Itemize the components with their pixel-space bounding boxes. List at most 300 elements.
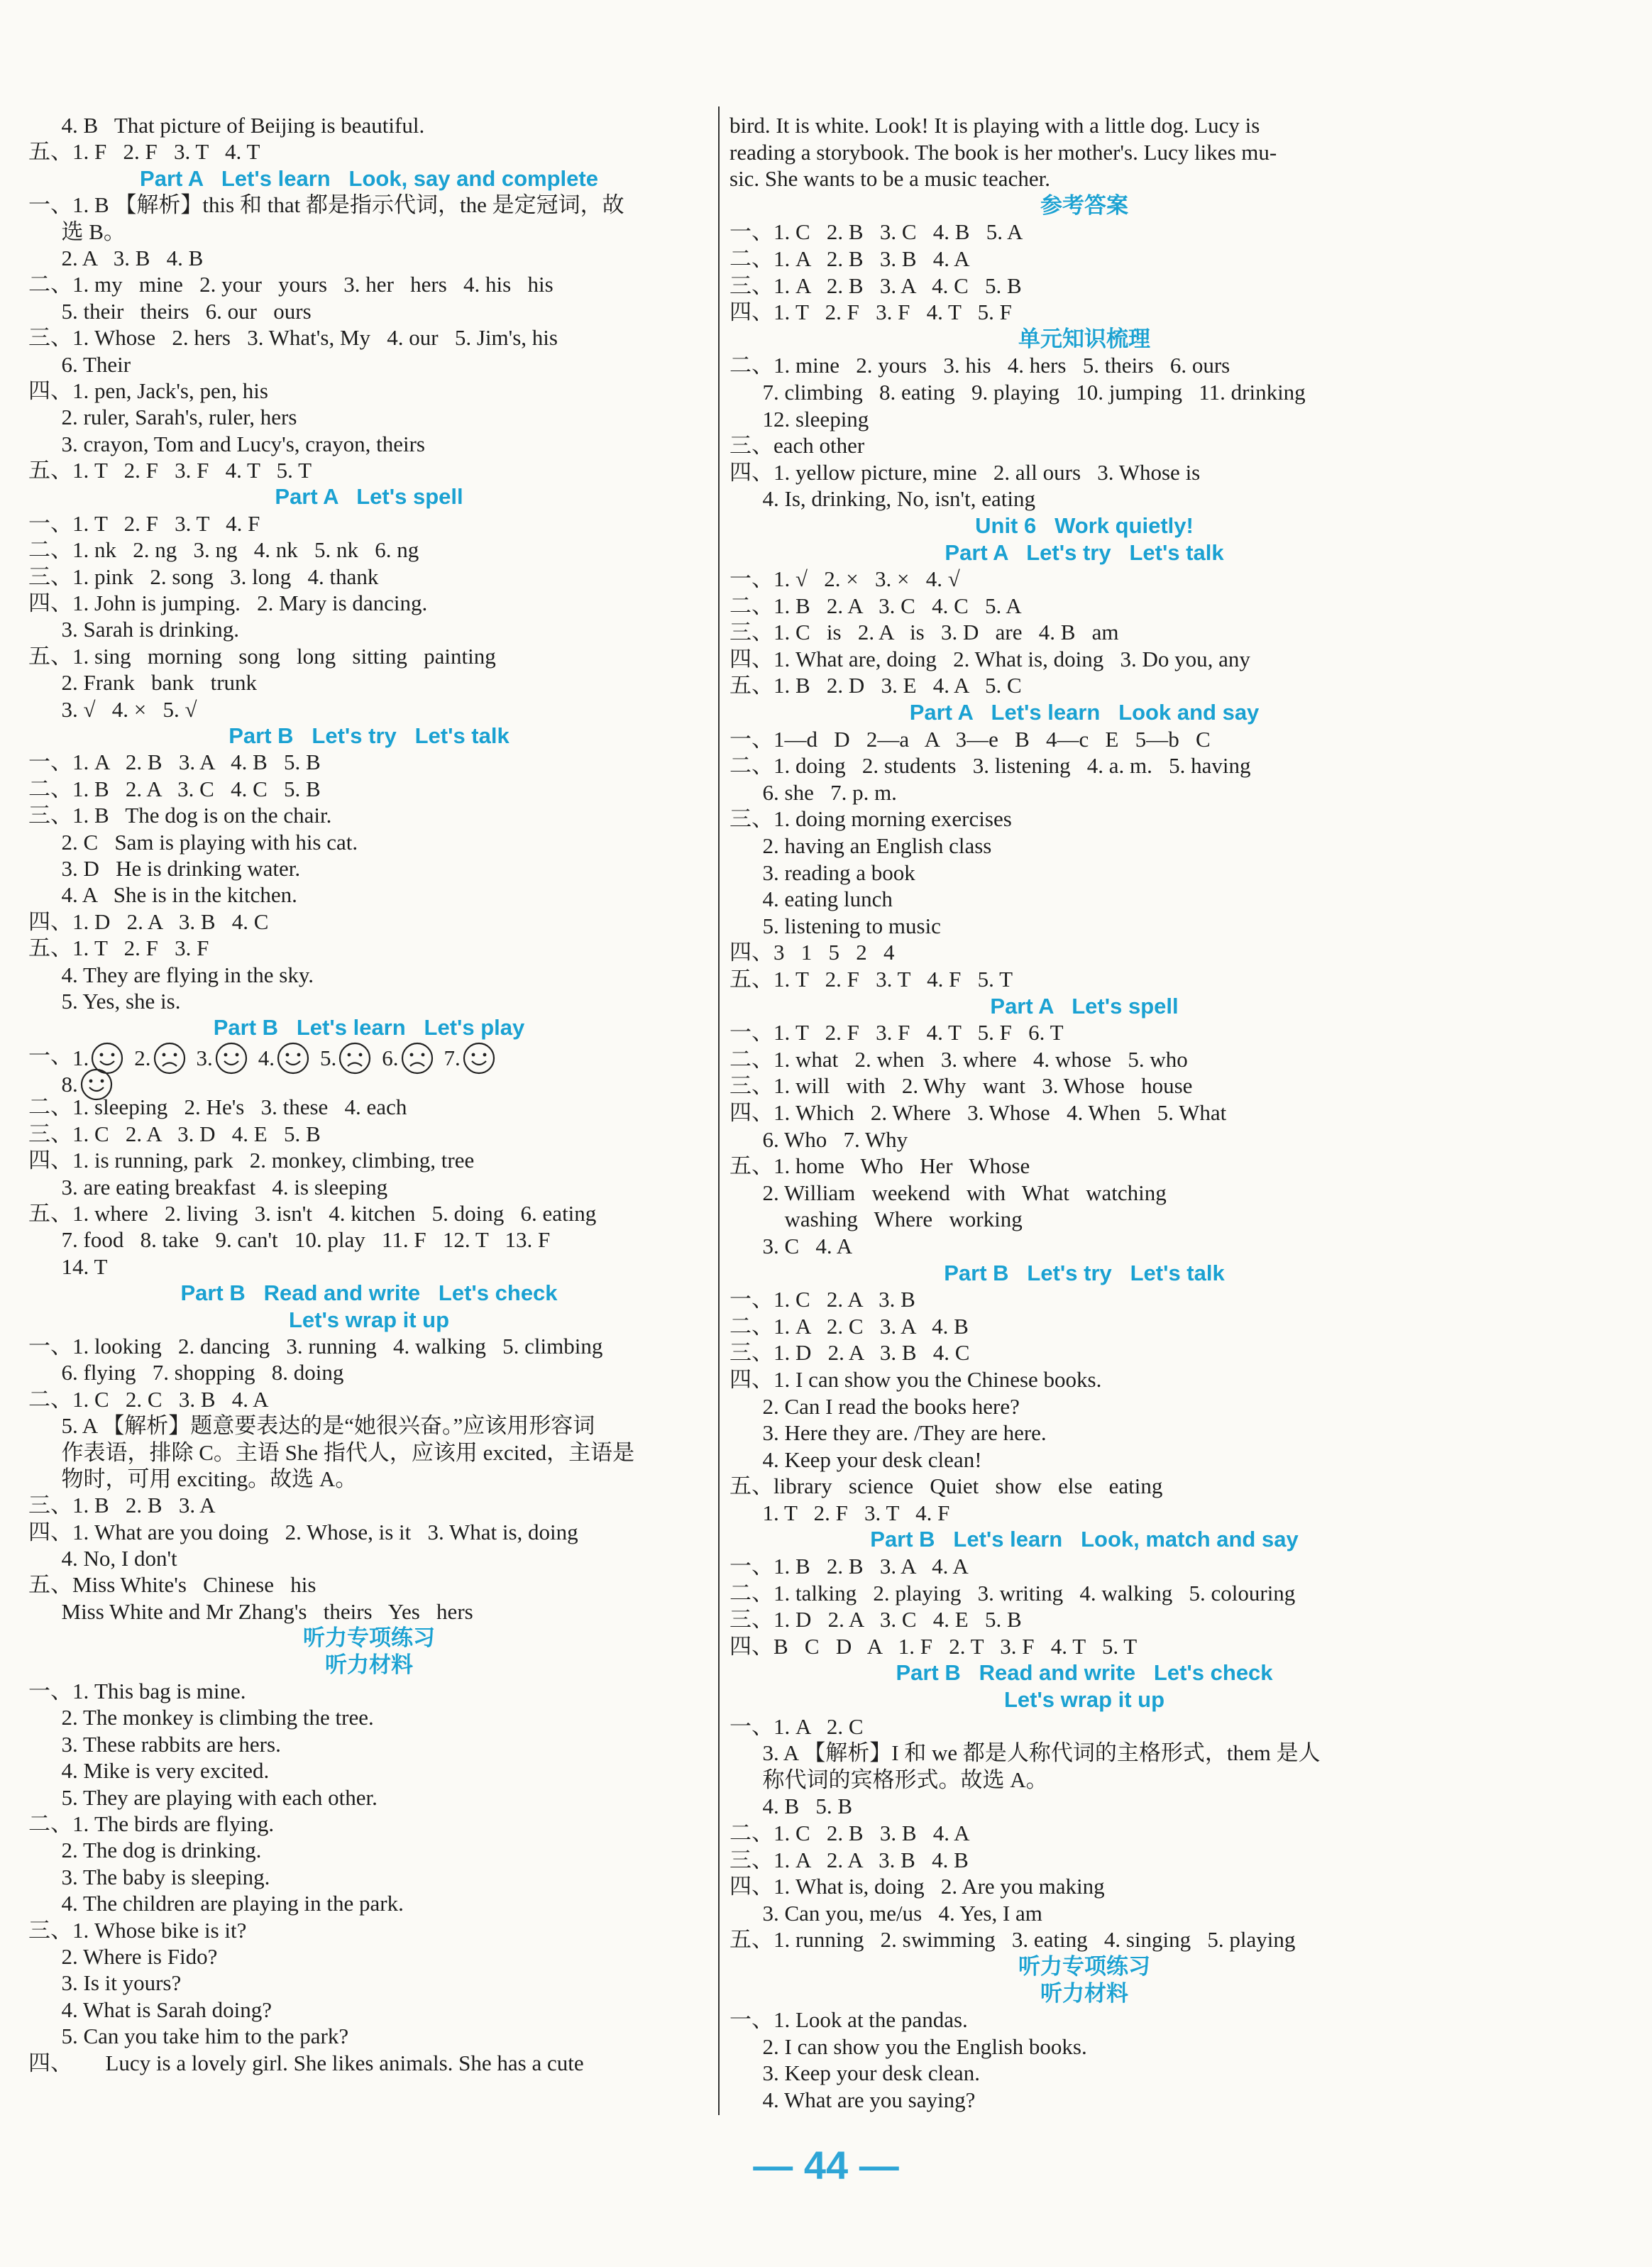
line-text: 二、1. talking 2. playing 3. writing 4. walking 5. colouring xyxy=(729,1580,1296,1605)
section-heading xyxy=(28,1652,710,1678)
line-text: 3. √ 4. × 5. √ xyxy=(28,696,197,722)
answer-line xyxy=(28,2023,710,2049)
answer-line xyxy=(28,1598,710,1625)
answer-line xyxy=(729,406,1439,433)
face-answer xyxy=(258,1041,310,1075)
line-text: 6. Their xyxy=(28,351,131,377)
line-text: 一、1. √ 2. × 3. × 4. √ xyxy=(729,566,960,592)
line-text: 4. What is Sarah doing? xyxy=(28,1997,272,2022)
line-text: 3. The baby is sleeping. xyxy=(28,1864,270,1889)
answer-line xyxy=(28,1174,710,1200)
answer-line xyxy=(729,165,1439,192)
section-heading xyxy=(729,326,1439,353)
line-text: 四、3 1 5 2 4 xyxy=(729,940,895,965)
answer-line xyxy=(28,643,710,669)
section-heading xyxy=(28,1280,710,1306)
line-text: 一、1. A 2. C xyxy=(729,1713,864,1739)
line-text: Part A Let's spell xyxy=(275,484,463,510)
answer-line xyxy=(28,1386,710,1412)
answer-line xyxy=(729,1900,1439,1927)
answer-line xyxy=(729,1767,1439,1794)
line-text: 7. food 8. take 9. can't 10. play 11. F 12. T 13. F xyxy=(28,1227,551,1253)
line-text: 3. D He is drinking water. xyxy=(28,855,301,881)
line-text: 一、1. C 2. B 3. C 4. B 5. A xyxy=(729,219,1023,245)
line-text: 五、1. where 2. living 3. isn't 4. kitchen 5. doing 6. eating xyxy=(28,1201,597,1226)
line-text: 2. Can I read the books here? xyxy=(729,1393,1020,1419)
answer-line xyxy=(729,1713,1439,1740)
answer-line xyxy=(729,726,1439,753)
line-text: Unit 6 Work quietly! xyxy=(975,512,1194,538)
answer-line xyxy=(28,1466,710,1492)
answer-line xyxy=(28,669,710,696)
line-text: 3. reading a book xyxy=(729,860,915,885)
answer-line xyxy=(28,749,710,775)
answer-line xyxy=(28,1917,710,1943)
line-text: 二、1. doing 2. students 3. listening 4. a. m. 5. having xyxy=(729,753,1251,779)
answer-line xyxy=(729,672,1439,699)
right-column xyxy=(729,112,1439,2114)
line-text: 一、1. A 2. B 3. A 4. B 5. B xyxy=(28,750,321,775)
answer-line xyxy=(729,939,1439,966)
line-text: 一、1. Look at the pandas. xyxy=(729,2007,968,2033)
line-text: 5. Yes, she is. xyxy=(28,988,181,1014)
line-text: 3. crayon, Tom and Lucy's, crayon, theirs xyxy=(28,431,425,456)
answer-line xyxy=(729,379,1439,406)
answer-line xyxy=(729,1740,1439,1767)
line-text: 四、B C D A 1. F 2. T 3. F 4. T 5. T xyxy=(729,1633,1138,1659)
face-number: 1. xyxy=(72,1045,89,1070)
answer-line xyxy=(28,1519,710,1545)
line-text: 四、1. is running, park 2. monkey, climbing, tree xyxy=(28,1148,475,1173)
line-text: 一、1. This bag is mine. xyxy=(28,1679,246,1704)
answer-line xyxy=(729,646,1439,673)
answer-line xyxy=(28,1784,710,1811)
answer-line xyxy=(28,219,710,245)
line-text: 2. William weekend with What watching xyxy=(729,1180,1167,1205)
line-text: 物时，可用 exciting。故选 A。 xyxy=(28,1466,358,1491)
line-text: 7. climbing 8. eating 9. playing 10. jumping 11. drinking xyxy=(729,379,1306,405)
face-number: 5. xyxy=(320,1045,337,1070)
line-text: 二、1. what 2. when 3. where 4. whose 5. who xyxy=(729,1046,1188,1072)
answer-line xyxy=(28,1147,710,1173)
answer-line xyxy=(28,1094,710,1120)
line-text: 3. Is it yours? xyxy=(28,1970,182,1996)
line-text: 四、1. Which 2. Where 3. Whose 4. When 5. What xyxy=(729,1099,1227,1125)
line-text: sic. She wants to be a music teacher. xyxy=(729,166,1050,192)
line-text: 二、1. nk 2. ng 3. ng 4. nk 5. nk 6. ng xyxy=(28,537,419,563)
line-text: 三、1. D 2. A 3. C 4. E 5. B xyxy=(729,1607,1022,1632)
section-heading xyxy=(729,192,1439,219)
line-text: 2. The monkey is climbing the tree. xyxy=(28,1705,374,1730)
answer-line xyxy=(729,619,1439,646)
answer-line xyxy=(28,829,710,855)
line-text: 2. having an English class xyxy=(729,833,992,859)
answer-line xyxy=(729,1447,1439,1473)
line-text: 二、1. The birds are flying. xyxy=(28,1811,275,1836)
answer-line xyxy=(28,802,710,828)
answer-line xyxy=(729,1339,1439,1366)
line-text: 4. No, I don't xyxy=(28,1546,177,1571)
section-heading xyxy=(729,1980,1439,2007)
line-text: 4. They are flying in the sky. xyxy=(28,962,314,987)
answer-line xyxy=(729,1633,1439,1660)
line-text: 四、1. D 2. A 3. B 4. C xyxy=(28,909,269,934)
section-heading xyxy=(28,1625,710,1651)
line-text: 三、1. Whose 2. hers 3. What's, My 4. our 5. Jim's, his xyxy=(28,325,558,351)
line-text: 一、1. B 2. B 3. A 4. A xyxy=(729,1554,969,1579)
column-divider xyxy=(718,106,720,2115)
line-text: 3. Can you, me/us 4. Yes, I am xyxy=(729,1900,1042,1926)
answer-line xyxy=(28,564,710,590)
left-column xyxy=(28,112,710,2076)
answer-line xyxy=(729,1072,1439,1099)
section-heading xyxy=(28,483,710,510)
line-text: 听力材料 xyxy=(325,1652,413,1677)
line-text: 称代词的宾格形式。故选 A。 xyxy=(729,1767,1048,1792)
line-text: 单元知识梳理 xyxy=(1018,326,1150,351)
answer-line xyxy=(28,404,710,430)
line-text: Part B Let's try Let's talk xyxy=(228,723,510,748)
answer-line xyxy=(28,988,710,1014)
answer-line xyxy=(28,1811,710,1837)
line-text: reading a storybook. The book is her mother's. Lucy likes mu- xyxy=(729,139,1277,165)
line-text: Let's wrap it up xyxy=(1003,1687,1165,1713)
line-text: 二、1. mine 2. yours 3. his 4. hers 5. theirs 6. ours xyxy=(729,353,1230,378)
answer-line xyxy=(729,1793,1439,1820)
answer-line xyxy=(729,1126,1439,1153)
answer-line xyxy=(729,1873,1439,1900)
answer-line xyxy=(28,855,710,882)
answer-line xyxy=(28,1997,710,2023)
line-text: 5. A 【解析】题意要表达的是“她很兴奋。”应该用形容词 xyxy=(28,1413,595,1439)
answer-line xyxy=(729,1553,1439,1580)
line-text: 五、1. T 2. F 3. F xyxy=(28,935,209,961)
section-heading xyxy=(729,1953,1439,1980)
answer-line xyxy=(28,935,710,961)
answer-line xyxy=(28,2050,710,2076)
answer-line xyxy=(28,431,710,457)
answer-line xyxy=(729,1820,1439,1847)
line-text: 四、1. John is jumping. 2. Mary is dancing. xyxy=(28,591,428,616)
answer-line xyxy=(729,913,1439,940)
line-text: 5. listening to music xyxy=(729,913,941,938)
face-number: 6. xyxy=(382,1045,399,1070)
answer-line xyxy=(729,566,1439,593)
line-text: 2. Frank bank trunk xyxy=(28,670,258,696)
line-text: 五、Miss White's Chinese his xyxy=(28,1572,316,1598)
line-text: 五、1. sing morning song long sitting painting xyxy=(28,643,496,669)
line-text: Part A Let's spell xyxy=(990,993,1179,1019)
answer-line xyxy=(729,2060,1439,2087)
answer-line xyxy=(28,1943,710,1970)
face-number: 8. xyxy=(61,1072,78,1097)
answer-line xyxy=(28,271,710,297)
answer-line xyxy=(28,138,710,165)
answer-line xyxy=(28,1041,710,1070)
answer-line xyxy=(729,2007,1439,2033)
line-text: 二、1. B 2. A 3. C 4. C 5. A xyxy=(729,593,1022,618)
answer-line xyxy=(729,459,1439,486)
answer-line xyxy=(28,1359,710,1385)
answer-line xyxy=(729,1420,1439,1447)
line-text: 五、1. running 2. swimming 3. eating 4. singing 5. playing xyxy=(729,1927,1296,1953)
line-text: 三、1. C is 2. A is 3. D are 4. B am xyxy=(729,620,1119,645)
line-text: 三、1. C 2. A 3. D 4. E 5. B xyxy=(28,1121,321,1146)
line-text: 三、1. B The dog is on the chair. xyxy=(28,803,332,828)
line-text: 3. A 【解析】I 和 we 都是人称代词的主格形式，them 是人 xyxy=(729,1740,1321,1766)
line-text: Part B Read and write Let's check xyxy=(180,1280,558,1306)
answer-line xyxy=(28,1731,710,1757)
line-text: 四、1. T 2. F 3. F 4. T 5. F xyxy=(729,300,1012,325)
answer-line xyxy=(729,779,1439,806)
line-text: 听力材料 xyxy=(1040,1980,1128,2006)
line-text: 二、1. my mine 2. your yours 3. her hers 4. his his xyxy=(28,272,554,297)
face-answer xyxy=(134,1041,186,1075)
line-text: Let's wrap it up xyxy=(288,1307,450,1332)
line-text: 2. ruler, Sarah's, ruler, hers xyxy=(28,405,297,430)
answer-line xyxy=(729,299,1439,326)
answer-line xyxy=(729,273,1439,300)
section-heading xyxy=(729,1260,1439,1287)
answer-line xyxy=(28,1200,710,1226)
answer-line xyxy=(729,1393,1439,1420)
answer-line xyxy=(28,1970,710,1996)
line-text: 5. Can you take him to the park? xyxy=(28,2024,349,2049)
answer-line xyxy=(28,909,710,935)
line-text: 1. T 2. F 3. T 4. F xyxy=(729,1500,950,1525)
answer-line xyxy=(28,1571,710,1598)
line-text: 一、1. T 2. F 3. T 4. F xyxy=(28,510,260,536)
answer-line xyxy=(729,2033,1439,2060)
line-text: 一、1. looking 2. dancing 3. running 4. walking 5. climbing xyxy=(28,1333,603,1358)
answer-line xyxy=(729,1206,1439,1233)
line-text: 5. their theirs 6. our ours xyxy=(28,298,312,324)
answer-line xyxy=(729,139,1439,166)
answer-line xyxy=(729,860,1439,887)
line-text: 听力专项练习 xyxy=(1018,1953,1150,1979)
line-text: Part B Let's learn Let's play xyxy=(213,1015,525,1041)
answer-line xyxy=(28,457,710,483)
answer-line xyxy=(729,1153,1439,1180)
answer-line xyxy=(729,1233,1439,1260)
line-text: 14. T xyxy=(28,1253,108,1279)
section-heading xyxy=(729,699,1439,726)
section-heading xyxy=(729,512,1439,539)
answer-line xyxy=(729,112,1439,139)
answer-line xyxy=(729,1046,1439,1073)
line-text: 听力专项练习 xyxy=(303,1625,435,1651)
smiley-face-icon xyxy=(214,1041,248,1075)
line-text: 6. Who 7. Why xyxy=(729,1126,908,1152)
answer-line xyxy=(28,324,710,351)
answer-line xyxy=(729,1313,1439,1340)
line-text: 3. Here they are. /They are here. xyxy=(729,1420,1047,1446)
face-answer xyxy=(444,1041,496,1075)
answer-line xyxy=(28,298,710,324)
line-text: 四、1. yellow picture, mine 2. all ours 3. Whose is xyxy=(729,459,1201,485)
line-text: washing Where working xyxy=(729,1207,1023,1232)
line-text: bird. It is white. Look! It is playing with a little dog. Lucy is xyxy=(729,113,1260,138)
line-text: 二、1. A 2. C 3. A 4. B xyxy=(729,1313,969,1339)
line-text: 4. eating lunch xyxy=(729,887,893,912)
line-text: 五、1. B 2. D 3. E 4. A 5. C xyxy=(729,673,1022,698)
section-heading xyxy=(28,1014,710,1041)
line-text: 四、1. pen, Jack's, pen, his xyxy=(28,378,268,403)
sad-face-icon xyxy=(338,1041,372,1075)
line-text: 二、1. B 2. A 3. C 4. C 5. B xyxy=(28,776,321,801)
line-text: Miss White and Mr Zhang's theirs Yes hers xyxy=(28,1598,473,1624)
answer-line xyxy=(729,1606,1439,1633)
line-text: Part A Let's learn Look, say and complete xyxy=(140,165,598,191)
line-text: 五、library science Quiet show else eating xyxy=(729,1473,1163,1499)
answer-line xyxy=(28,378,710,404)
answer-line xyxy=(729,246,1439,273)
answer-line xyxy=(28,537,710,563)
section-heading xyxy=(729,993,1439,1020)
line-text: 一、1. B 【解析】this 和 that 都是指示代词，the 是定冠词，故 xyxy=(28,192,624,218)
line-text: 3. C 4. A xyxy=(729,1233,853,1258)
face-answers xyxy=(72,1041,496,1075)
answer-line xyxy=(729,2087,1439,2114)
line-text: Part B Let's learn Look, match and say xyxy=(870,1527,1299,1552)
answer-line xyxy=(28,1439,710,1466)
answer-line xyxy=(28,882,710,908)
line-text: 4. A She is in the kitchen. xyxy=(28,882,297,908)
line-text: 三、1. A 2. B 3. A 4. C 5. B xyxy=(729,273,1022,298)
smiley-face-icon xyxy=(462,1041,496,1075)
line-text: Part B Let's try Let's talk xyxy=(944,1260,1225,1285)
answer-line xyxy=(28,1678,710,1704)
line-text: 4. Is, drinking, No, isn't, eating xyxy=(729,486,1035,512)
line-text: 三、1. will with 2. Why want 3. Whose house xyxy=(729,1073,1193,1099)
answer-line xyxy=(28,351,710,378)
line-text: Part A Let's try Let's talk xyxy=(945,539,1224,565)
answer-line xyxy=(28,696,710,723)
answer-line xyxy=(729,432,1439,459)
answer-line xyxy=(729,1019,1439,1046)
answer-line xyxy=(28,1545,710,1571)
line-text: 6. she 7. p. m. xyxy=(729,779,897,805)
answer-line xyxy=(729,1580,1439,1607)
line-text: 一、1. T 2. F 3. F 4. T 5. F 6. T xyxy=(729,1020,1064,1045)
answer-line xyxy=(729,1847,1439,1874)
sad-face-icon xyxy=(400,1041,434,1075)
line-text: 参考答案 xyxy=(1040,192,1128,218)
answer-line xyxy=(28,112,710,138)
line-text: 三、1. doing morning exercises xyxy=(729,806,1012,832)
line-text: 四、1. What are, doing 2. What is, doing 3. Do you, any xyxy=(729,646,1250,671)
face-answer xyxy=(197,1041,248,1075)
answer-line xyxy=(28,962,710,988)
line-text: 4. The children are playing in the park. xyxy=(28,1891,404,1916)
line-text: 5. They are playing with each other. xyxy=(28,1784,378,1810)
answer-line xyxy=(729,833,1439,860)
line-text: 三、1. D 2. A 3. B 4. C xyxy=(729,1340,970,1366)
line-text: 2. C Sam is playing with his cat. xyxy=(28,829,358,855)
line-text: 五、1. F 2. F 3. T 4. T xyxy=(28,139,260,165)
line-text: 2. I can show you the English books. xyxy=(729,2033,1087,2059)
line-text: 三、1. pink 2. song 3. long 4. thank xyxy=(28,564,379,589)
face-number: 4. xyxy=(258,1045,275,1070)
answer-line xyxy=(28,1333,710,1359)
answer-line xyxy=(729,966,1439,993)
line-text: Part B Read and write Let's check xyxy=(896,1660,1273,1686)
answer-line xyxy=(729,1099,1439,1126)
answer-line xyxy=(729,219,1439,246)
line-text: 四、 Lucy is a lovely girl. She likes animals. She has a cute xyxy=(28,2050,584,2075)
line-text: 选 B。 xyxy=(28,219,126,244)
answer-line xyxy=(28,1757,710,1784)
answer-line xyxy=(28,1121,710,1147)
line-text: 2. Where is Fido? xyxy=(28,1943,218,1969)
line-text: 作表语，排除 C。主语 She 指代人，应该用 excited，主语是 xyxy=(28,1439,635,1465)
section-heading xyxy=(729,1526,1439,1553)
face-number: 7. xyxy=(444,1045,461,1070)
answer-line xyxy=(28,1253,710,1280)
line-text: Part A Let's learn Look and say xyxy=(909,700,1260,725)
answer-line xyxy=(28,590,710,616)
line-text: 五、1. T 2. F 3. F 4. T 5. T xyxy=(28,458,312,483)
answer-line xyxy=(28,1412,710,1439)
answer-line xyxy=(729,1286,1439,1313)
page-number: — 44 — xyxy=(753,2143,899,2188)
line-text: 四、1. I can show you the Chinese books. xyxy=(729,1366,1102,1392)
line-text: 四、1. What are you doing 2. Whose, is it 3. What is, doing xyxy=(28,1519,578,1544)
answer-line xyxy=(729,1180,1439,1207)
answer-line xyxy=(729,1500,1439,1527)
line-text: 一、1. C 2. A 3. B xyxy=(729,1287,915,1312)
line-text: 4. What are you saying? xyxy=(729,2087,976,2112)
answer-line xyxy=(729,752,1439,779)
face-number: 2. xyxy=(134,1045,151,1070)
line-text: 4. Keep your desk clean! xyxy=(729,1447,982,1472)
section-heading xyxy=(729,539,1439,566)
answer-line xyxy=(729,1926,1439,1953)
answer-line xyxy=(28,1864,710,1890)
answer-line xyxy=(28,1890,710,1916)
answer-line xyxy=(28,1226,710,1253)
line-text: 二、1. C 2. B 3. B 4. A xyxy=(729,1821,970,1845)
answer-line xyxy=(28,1704,710,1730)
section-heading xyxy=(28,1307,710,1333)
answer-line xyxy=(729,886,1439,913)
sad-face-icon xyxy=(153,1041,187,1075)
line-text: 4. B That picture of Beijing is beautiful. xyxy=(28,113,425,138)
line-text: 3. These rabbits are hers. xyxy=(28,1731,281,1757)
line-text: 四、1. What is, doing 2. Are you making xyxy=(729,1874,1105,1899)
line-text: 三、1. Whose bike is it? xyxy=(28,1917,247,1943)
line-text: 4. Mike is very excited. xyxy=(28,1758,270,1784)
line-text: 三、each other xyxy=(729,433,865,459)
face-answer xyxy=(382,1041,434,1075)
line-text: 3. Sarah is drinking. xyxy=(28,617,240,642)
line-text: 一、1—d D 2—a A 3—e B 4—c E 5—b C xyxy=(729,726,1211,752)
line-text: 三、1. B 2. B 3. A xyxy=(28,1493,216,1518)
line-text: 一、 xyxy=(28,1043,72,1068)
line-text: 五、1. home Who Her Whose xyxy=(729,1153,1030,1179)
line-text: 2. The dog is drinking. xyxy=(28,1838,262,1863)
line-text: 3. are eating breakfast 4. is sleeping xyxy=(28,1174,388,1200)
answer-line xyxy=(28,510,710,537)
answer-line xyxy=(28,776,710,802)
line-text: 三、1. A 2. A 3. B 4. B xyxy=(729,1847,969,1872)
smiley-face-icon xyxy=(276,1041,310,1075)
line-text: 二、1. C 2. C 3. B 4. A xyxy=(28,1386,269,1412)
answer-line xyxy=(729,1366,1439,1393)
section-heading xyxy=(28,723,710,749)
answer-line xyxy=(28,245,710,271)
answer-line xyxy=(729,593,1439,620)
